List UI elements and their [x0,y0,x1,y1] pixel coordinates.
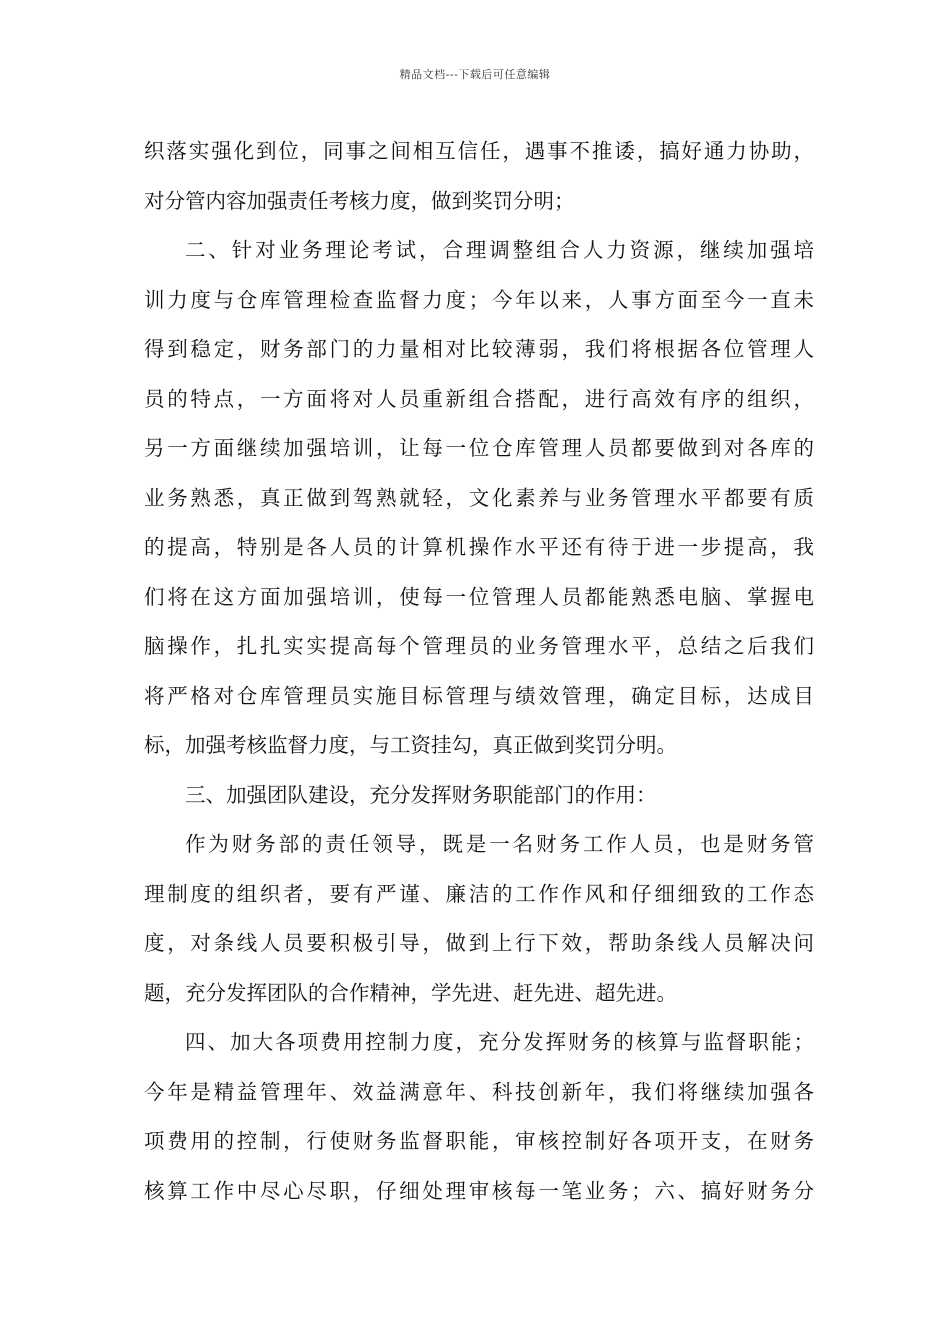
text-line: 的提高，特别是各人员的计算机操作水平还有待于进一步提高，我 [144,535,814,559]
text-line: 脑操作，扎扎实实提高每个管理员的业务管理水平，总结之后我们 [144,634,814,658]
document-body [144,134,814,1223]
text-line: 织落实强化到位，同事之间相互信任，遇事不推诿，搞好通力协助， [144,139,814,163]
text-line: 员的特点，一方面将对人员重新组合搭配，进行高效有序的组织， [144,386,814,411]
text-line: 度，对条线人员要积极引导，做到上行下效，帮助条线人员解决问 [144,931,814,955]
text-line: 得到稳定，财务部门的力量相对比较薄弱，我们将根据各位管理人 [144,337,814,361]
text-line: 另一方面继续加强培训，让每一位仓库管理人员都要做到对各库的 [144,436,814,460]
text-line: 对分管内容加强责任考核力度，做到奖罚分明； [144,188,575,213]
text-line: 训力度与仓库管理检查监督力度；今年以来，人事方面至今一直未 [144,287,814,312]
text-line: 项费用的控制，行使财务监督职能，审核控制好各项开支，在财务 [144,1129,814,1153]
text-line: 二、针对业务理论考试，合理调整组合人力资源，继续加强培 [185,238,814,262]
text-line: 标，加强考核监督力度，与工资挂勾，真正做到奖罚分明。 [144,733,677,757]
text-line: 业务熟悉，真正做到驾熟就轻，文化素养与业务管理水平都要有质 [144,485,814,510]
text-line: 们将在这方面加强培训，使每一位管理人员都能熟悉电脑、掌握电 [144,584,814,609]
text-line: 三、加强团队建设，充分发挥财务职能部门的作用： [185,782,657,807]
text-line: 核算工作中尽心尽职，仔细处理审核每一笔业务；六、搞好财务分 [144,1178,814,1203]
text-line: 作为财务部的责任领导，既是一名财务工作人员，也是财务管 [185,832,814,856]
text-line: 理制度的组织者，要有严谨、廉洁的工作作风和仔细细致的工作态 [144,881,814,906]
text-line: 四、加大各项费用控制力度，充分发挥财务的核算与监督职能； [185,1030,814,1054]
text-line: 题，充分发挥团队的合作精神，学先进、赶先进、超先进。 [144,980,677,1005]
text-line: 今年是精益管理年、效益满意年、科技创新年，我们将继续加强各 [144,1079,814,1104]
text-line: 将严格对仓库管理员实施目标管理与绩效管理，确定目标，达成目 [144,683,814,708]
page-header: 精品文档---下载后可任意编辑 [399,68,551,81]
